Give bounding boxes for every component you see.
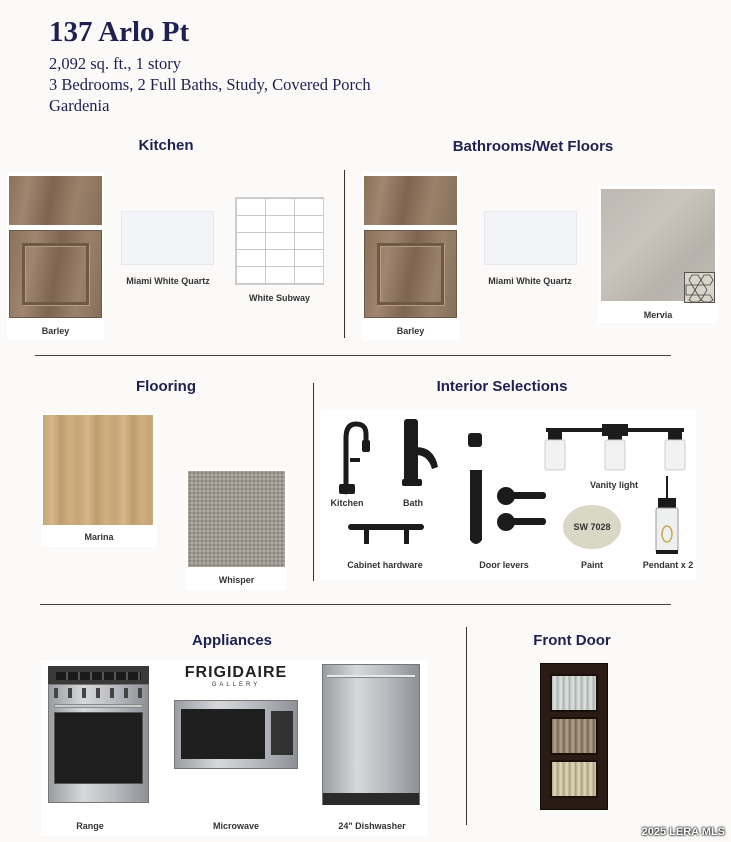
microwave-image [174, 700, 298, 769]
divider [35, 355, 671, 356]
mls-watermark: 2025 LERA MLS [641, 826, 725, 838]
bath-faucet-icon [398, 417, 444, 487]
pendant-label: Pendant x 2 [642, 560, 694, 570]
marina-label: Marina [84, 532, 114, 542]
kitchen-cabinet-door-swatch [9, 230, 102, 318]
vanity-light-icon [540, 422, 690, 474]
bath-cabinet-drawer-swatch [364, 176, 457, 225]
kitchen-subway-label: White Subway [248, 293, 310, 303]
front-door-heading: Front Door [533, 632, 611, 649]
range-label: Range [76, 821, 104, 831]
kitchen-faucet-icon [334, 418, 374, 496]
door-lever-icon [458, 430, 550, 552]
whisper-swatch [188, 471, 285, 567]
bath-cabinet-card [362, 172, 459, 340]
kitchen-cabinet-drawer-swatch [9, 176, 102, 225]
pendant-light-icon [652, 476, 682, 556]
cabinet-pull-icon [346, 518, 426, 546]
kitchen-faucet-label: Kitchen [330, 498, 364, 508]
frigidaire-gallery-logo: GALLERY [211, 682, 261, 688]
range-image [48, 666, 149, 803]
bathrooms-heading: Bathrooms/Wet Floors [452, 138, 614, 155]
paint-label: Paint [580, 560, 603, 570]
whisper-card [186, 468, 287, 590]
whisper-label: Whisper [218, 575, 255, 585]
kitchen-heading: Kitchen [138, 137, 194, 154]
door-levers-label: Door levers [479, 560, 529, 570]
hex-tile-swatch [684, 272, 715, 303]
kitchen-quartz-label: Miami White Quartz [126, 276, 210, 286]
vanity-light-label: Vanity light [589, 480, 638, 490]
bath-cabinet-label: Barley [396, 326, 425, 336]
kitchen-cabinet-card [7, 172, 104, 340]
divider [313, 383, 314, 581]
square-footage: 2,092 sq. ft., 1 story [49, 54, 181, 73]
divider [344, 170, 345, 338]
bath-tile-card [598, 186, 718, 323]
mervia-label: Mervia [643, 310, 673, 320]
dishwasher-label: 24" Dishwasher [338, 821, 406, 831]
bath-quartz-swatch [484, 211, 577, 265]
divider [466, 627, 467, 825]
kitchen-cabinet-label: Barley [41, 326, 70, 336]
cabinet-hardware-label: Cabinet hardware [347, 560, 423, 570]
appliances-heading: Appliances [191, 632, 273, 649]
flooring-heading: Flooring [136, 378, 196, 395]
paint-swatch [563, 505, 621, 549]
kitchen-subway-swatch [235, 197, 324, 285]
divider [40, 604, 671, 605]
frigidaire-logo: FRIGIDAIRE [184, 664, 288, 681]
page-title: 137 Arlo Pt [49, 16, 190, 48]
front-door-image [540, 663, 608, 810]
room-summary: 3 Bedrooms, 2 Full Baths, Study, Covered Porch [49, 75, 371, 94]
marina-swatch [43, 415, 153, 525]
microwave-label: Microwave [212, 821, 260, 831]
kitchen-quartz-swatch [121, 211, 214, 265]
bath-cabinet-door-swatch [364, 230, 457, 318]
bath-quartz-label: Miami White Quartz [488, 276, 572, 286]
dishwasher-image [322, 664, 420, 805]
bath-faucet-label: Bath [403, 498, 423, 508]
marina-card [41, 413, 157, 547]
paint-code: SW 7028 [573, 522, 611, 532]
interior-heading: Interior Selections [436, 378, 568, 395]
plan-name: Gardenia [49, 96, 110, 115]
